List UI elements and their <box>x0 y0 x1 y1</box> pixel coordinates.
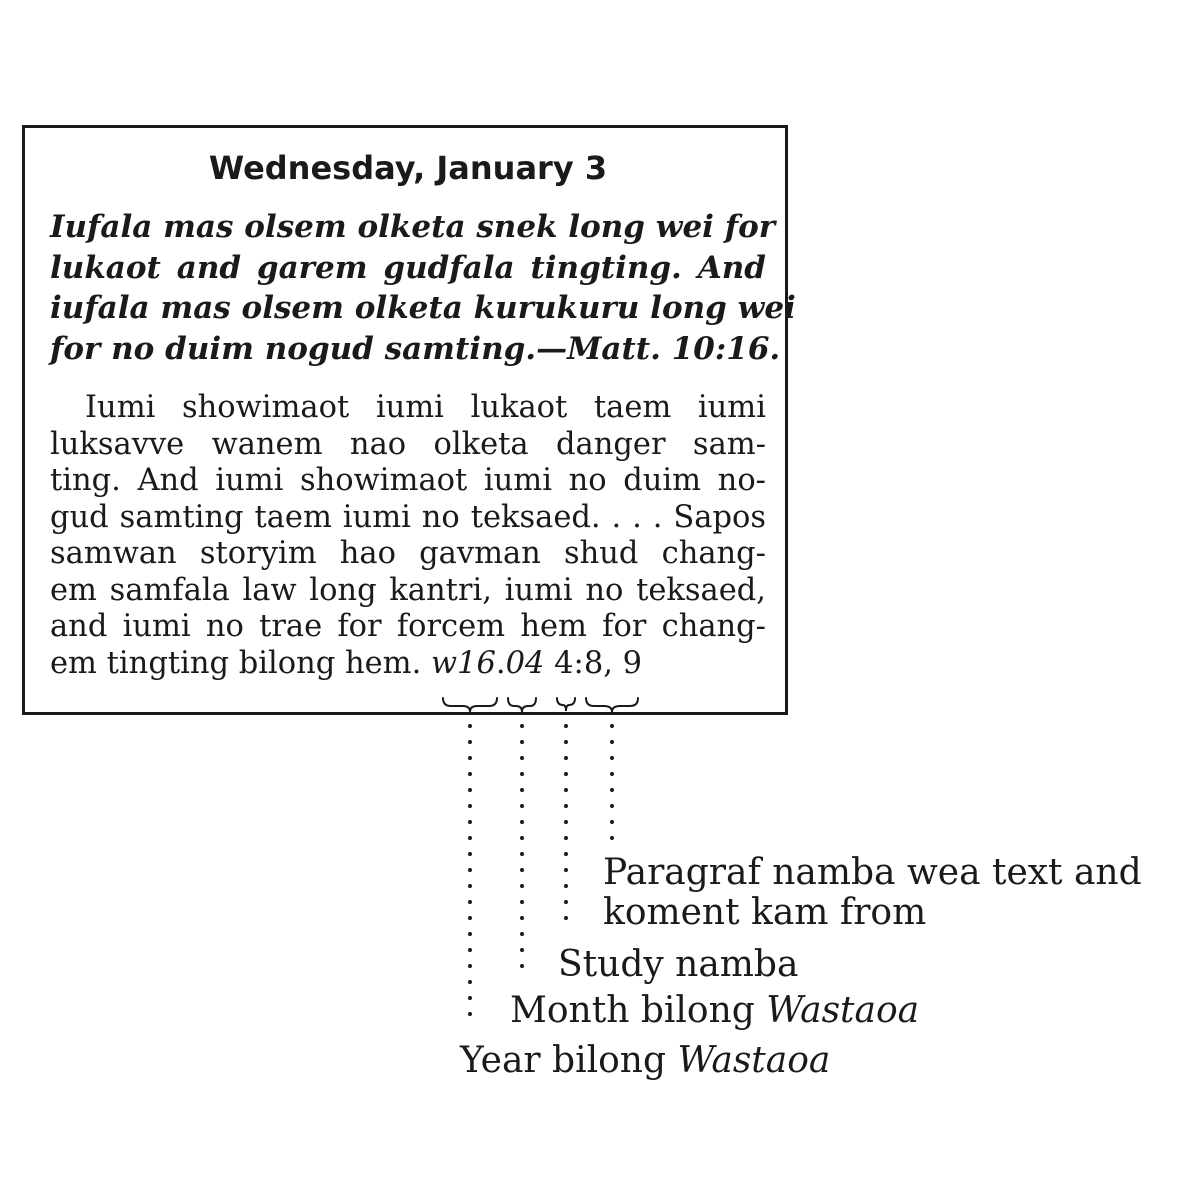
verse-line: iufala mas olsem olketa kurukuru long wei <box>50 290 796 326</box>
comment-last-line <box>50 646 766 683</box>
comment-line: Iumi showimaot iumi lukaot taem iumi <box>85 390 766 425</box>
ref-paragraphs: 8, 9 <box>583 645 643 681</box>
comment-line: luksavve wanem nao olketa danger sam- <box>50 426 766 462</box>
month-label-prefix: Month bilong <box>510 990 755 1031</box>
verse-line: Iufala mas olsem olketa snek long wei for <box>50 209 776 245</box>
paragraph-label-line: koment kam from <box>603 892 927 933</box>
month-label-publication: Wastaoa <box>766 990 920 1031</box>
ref-month: 04 <box>505 645 545 681</box>
year-label <box>460 1041 830 1081</box>
comment-line: and iumi no trae for forcem hem for chang- <box>50 609 766 644</box>
year-label-publication: Wastaoa <box>677 1040 831 1081</box>
year-label-prefix: Year bilong <box>460 1040 667 1081</box>
comment-line: gud samting taem iumi no teksaed. . . . Sapos <box>50 499 766 535</box>
comment-line: samwan storyim hao gavman shud chang- <box>50 536 766 571</box>
scripture-verse <box>50 207 796 369</box>
month-label <box>510 991 919 1031</box>
ref-colon: : <box>573 645 584 681</box>
ref-study: 4 <box>554 645 574 681</box>
comment-paragraph <box>50 390 766 682</box>
paragraph-label-line: Paragraf namba wea text and <box>603 852 1142 893</box>
card-date-heading: Wednesday, January 3 <box>208 149 608 187</box>
verse-line: lukaot and garem gudfala tingting. And <box>50 249 766 286</box>
comment-line-text: em tingting bilong hem. <box>50 645 422 681</box>
verse-line: for no duim nogud samting.—Matt. 10:16. <box>50 330 781 367</box>
paragraph-number-label <box>603 853 1142 933</box>
comment-line: ting. And iumi showimaot iumi no duim no- <box>50 463 766 498</box>
study-number-label: Study namba <box>558 944 799 985</box>
ref-year: w16 <box>431 645 496 681</box>
comment-line: em samfala law long kantri, iumi no teksaed, <box>50 572 766 608</box>
ref-dot: . <box>495 645 506 681</box>
